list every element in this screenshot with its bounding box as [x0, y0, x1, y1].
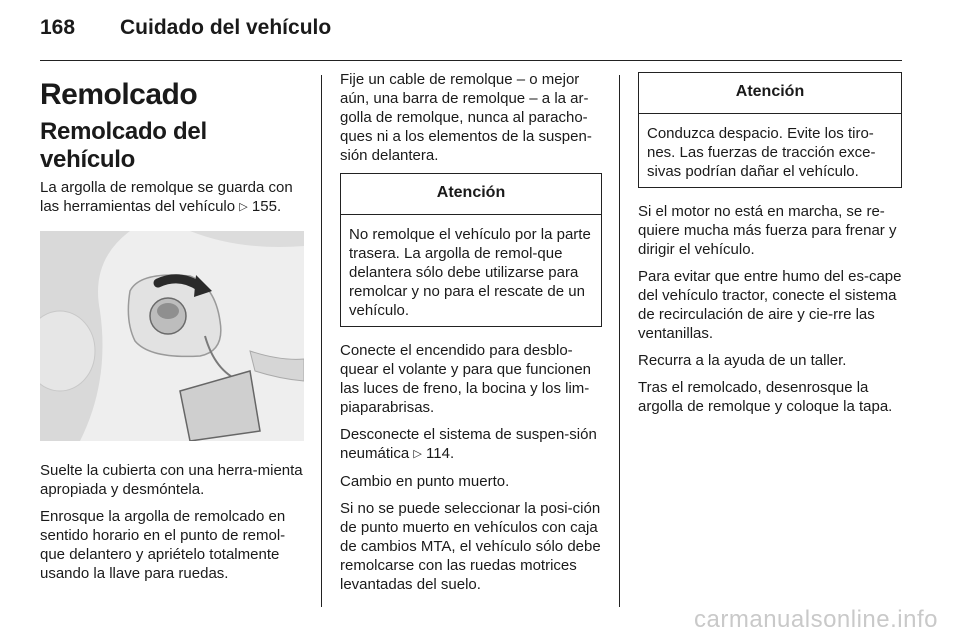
page-ref-arrow-icon: ▷ [413, 448, 422, 460]
caution-box [340, 173, 602, 327]
page-ref-arrow-icon: ▷ [239, 201, 248, 213]
caution-text: No remolque el vehículo por la parte trasera. La argolla de remol-que delantera sólo debe utilizarse para remolcar y no para el rescate de un vehículo. [349, 226, 591, 319]
column-2 [340, 70, 602, 602]
body-paragraph: Cambio en punto muerto. [340, 473, 510, 490]
subsection-heading: Remolcado del vehículo [40, 118, 207, 173]
caution-text: Conduzca despacio. Evite los tiro-nes. Las fuerzas de tracción exce-sivas podrían dañar el vehículo. [647, 125, 876, 180]
column-divider [321, 75, 322, 607]
section-heading: Remolcado [40, 78, 198, 111]
body-paragraph: Suelte la cubierta con una herra-mienta apropiada y desmóntela. [40, 462, 303, 498]
caution-box [638, 72, 902, 188]
body-paragraph: Para evitar que entre humo del es-cape del vehículo tractor, conecte el sistema de recirculación de aire y cie-rre las ventanillas. [638, 268, 902, 342]
body-paragraph: Recurra a la ayuda de un taller. [638, 352, 847, 369]
chapter-title: Cuidado del vehículo [120, 16, 332, 39]
body-paragraph: Enrosque la argolla de remolcado en sentido horario en el punto de remol-que delantero y apriételo totalmente usando la llave para ruedas. [40, 508, 286, 582]
page-ref[interactable]: 155. [251, 198, 282, 215]
tow-eye-drawing [40, 231, 304, 441]
header-divider [40, 60, 902, 61]
intro-text: La argolla de remolque se guarda con las herramientas del vehículo [40, 179, 293, 215]
column-divider [619, 75, 620, 607]
body-paragraph: Fije un cable de remolque – o mejor aún, una barra de remolque – a la ar-golla de remolque, nunca al paracho-ques ni a los elementos de la suspen-sión delantera. [340, 71, 592, 164]
body-paragraph: Tras el remolcado, desenrosque la argolla de remolque y coloque la tapa. [638, 379, 893, 415]
body-paragraph [340, 425, 602, 464]
page-header [40, 16, 900, 58]
page-ref[interactable]: 114. [426, 445, 455, 462]
tow-eye-illustration [40, 231, 304, 441]
page-number: 168 [40, 16, 76, 39]
column-1 [40, 70, 304, 591]
intro-paragraph [40, 178, 304, 217]
body-paragraph: Conecte el encendido para desblo-quear el volante y para que funcionen las luces de freno, la bocina y los lim-piaparabrisas. [340, 342, 592, 416]
body-paragraph: Si no se puede seleccionar la posi-ción de punto muerto en vehículos con caja de cambios MTA, el vehículo sólo debe remolcarse con las ruedas motrices levantadas del suelo. [340, 500, 601, 593]
paragraph-text: Desconecte el sistema de suspen-sión neumática [340, 426, 597, 462]
caution-title: Atención [639, 73, 901, 114]
column-3 [638, 70, 902, 424]
body-paragraph: Si el motor no está en marcha, se re-quiere mucha más fuerza para frenar y dirigir el vehículo. [638, 203, 897, 258]
caution-title: Atención [341, 174, 601, 215]
watermark: carmanualsonline.info [694, 606, 938, 633]
